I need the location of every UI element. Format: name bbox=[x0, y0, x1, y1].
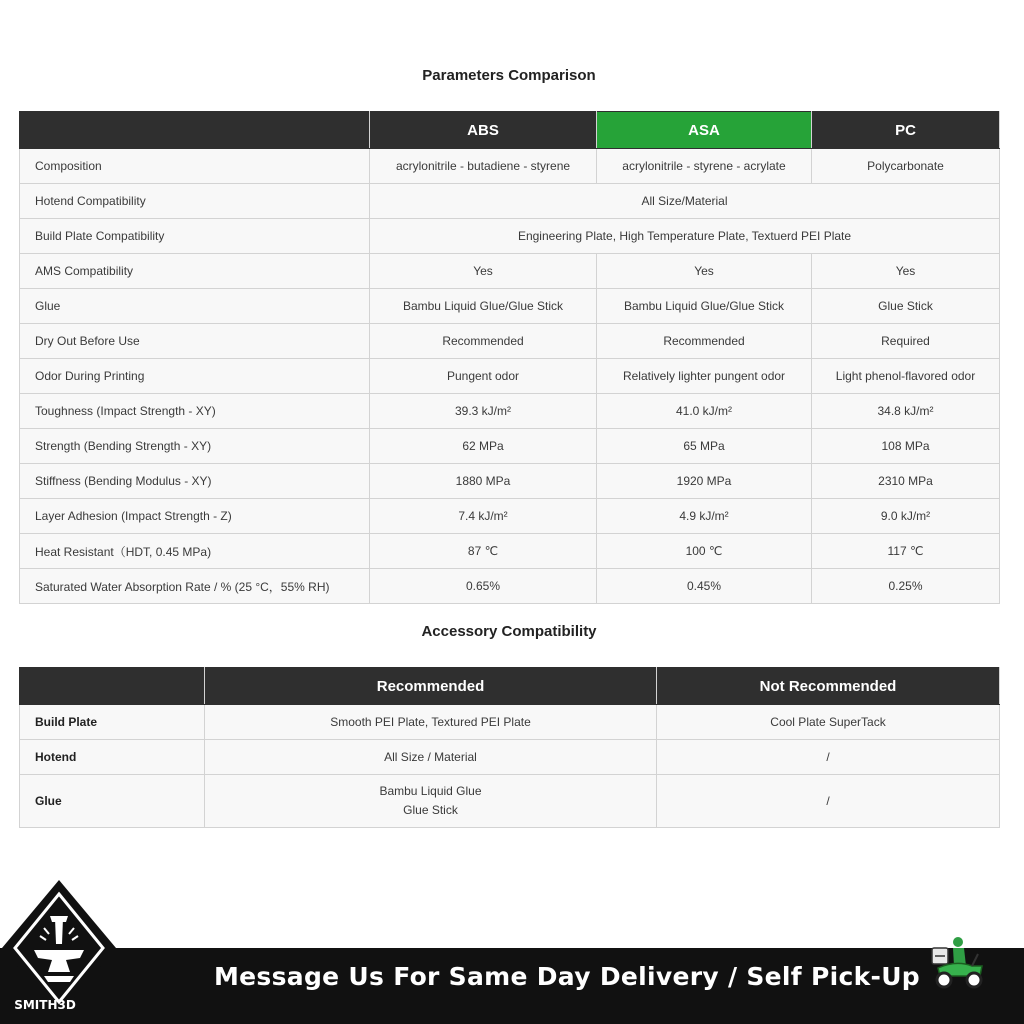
recommended-value bbox=[205, 740, 657, 775]
pc-value: Required bbox=[812, 324, 1000, 359]
row-label: Glue bbox=[20, 289, 370, 324]
header-abs: ABS bbox=[370, 112, 597, 149]
asa-value: 100 ℃ bbox=[597, 534, 812, 569]
not-recommended-value: Cool Plate SuperTack bbox=[657, 705, 1000, 740]
asa-value: Recommended bbox=[597, 324, 812, 359]
row-label: Composition bbox=[20, 149, 370, 184]
header-recommended: Recommended bbox=[205, 668, 657, 705]
parameters-header-row bbox=[20, 112, 1000, 149]
asa-value: 4.9 kJ/m² bbox=[597, 499, 812, 534]
accessory-header-blank bbox=[20, 668, 205, 705]
row-label: Build Plate bbox=[20, 705, 205, 740]
table-row bbox=[20, 464, 1000, 499]
asa-value: acrylonitrile - styrene - acrylate bbox=[597, 149, 812, 184]
pc-value: 9.0 kJ/m² bbox=[812, 499, 1000, 534]
accessory-header-row bbox=[20, 668, 1000, 705]
logo-text: SMITH3D bbox=[14, 998, 76, 1012]
abs-value: Pungent odor bbox=[370, 359, 597, 394]
abs-value: 0.65% bbox=[370, 569, 597, 604]
table-row bbox=[20, 324, 1000, 359]
asa-value: 41.0 kJ/m² bbox=[597, 394, 812, 429]
asa-value: 1920 MPa bbox=[597, 464, 812, 499]
row-label: Toughness (Impact Strength - XY) bbox=[20, 394, 370, 429]
header-not-recommended: Not Recommended bbox=[657, 668, 1000, 705]
not-recommended-value: / bbox=[657, 775, 1000, 828]
recommended-item: Glue Stick bbox=[403, 803, 458, 817]
recommended-item: All Size / Material bbox=[384, 750, 477, 764]
asa-value: Bambu Liquid Glue/Glue Stick bbox=[597, 289, 812, 324]
abs-value: 39.3 kJ/m² bbox=[370, 394, 597, 429]
asa-value: Relatively lighter pungent odor bbox=[597, 359, 812, 394]
table-row bbox=[20, 254, 1000, 289]
row-label: Saturated Water Absorption Rate / % (25 °C，55% RH) bbox=[20, 569, 370, 604]
table-row bbox=[20, 394, 1000, 429]
accessory-table bbox=[19, 667, 1000, 828]
table-row bbox=[20, 740, 1000, 775]
row-label: Hotend bbox=[20, 740, 205, 775]
table-row bbox=[20, 705, 1000, 740]
header-blank bbox=[20, 112, 370, 149]
abs-value: 87 ℃ bbox=[370, 534, 597, 569]
row-label: AMS Compatibility bbox=[20, 254, 370, 289]
pc-value: Light phenol-flavored odor bbox=[812, 359, 1000, 394]
abs-value: 62 MPa bbox=[370, 429, 597, 464]
banner-text: Message Us For Same Day Delivery / Self Pick-Up bbox=[214, 962, 920, 991]
table-row bbox=[20, 184, 1000, 219]
parameters-title: Parameters Comparison bbox=[422, 67, 596, 84]
abs-value: Yes bbox=[370, 254, 597, 289]
pc-value: 117 ℃ bbox=[812, 534, 1000, 569]
table-row bbox=[20, 359, 1000, 394]
pc-value: 108 MPa bbox=[812, 429, 1000, 464]
abs-value: 7.4 kJ/m² bbox=[370, 499, 597, 534]
abs-value: Recommended bbox=[370, 324, 597, 359]
asa-value: 0.45% bbox=[597, 569, 812, 604]
row-label: Heat Resistant（HDT, 0.45 MPa) bbox=[20, 534, 370, 569]
asa-value: Yes bbox=[597, 254, 812, 289]
pc-value: 34.8 kJ/m² bbox=[812, 394, 1000, 429]
recommended-value bbox=[205, 775, 657, 828]
table-row bbox=[20, 289, 1000, 324]
table-row bbox=[20, 149, 1000, 184]
spanning-value: Engineering Plate, High Temperature Plate, Textuerd PEI Plate bbox=[370, 219, 1000, 254]
row-label: Build Plate Compatibility bbox=[20, 219, 370, 254]
pc-value: Polycarbonate bbox=[812, 149, 1000, 184]
parameters-table bbox=[19, 111, 1000, 604]
spanning-value: All Size/Material bbox=[370, 184, 1000, 219]
table-row bbox=[20, 499, 1000, 534]
pc-value: 2310 MPa bbox=[812, 464, 1000, 499]
table-row bbox=[20, 219, 1000, 254]
pc-value: Glue Stick bbox=[812, 289, 1000, 324]
header-asa: ASA bbox=[597, 112, 812, 149]
row-label: Hotend Compatibility bbox=[20, 184, 370, 219]
recommended-item: Bambu Liquid Glue bbox=[379, 784, 482, 798]
row-label: Strength (Bending Strength - XY) bbox=[20, 429, 370, 464]
abs-value: 1880 MPa bbox=[370, 464, 597, 499]
asa-value: 65 MPa bbox=[597, 429, 812, 464]
recommended-item: Smooth PEI Plate, Textured PEI Plate bbox=[330, 715, 531, 729]
table-row bbox=[20, 569, 1000, 604]
delivery-scooter-icon bbox=[926, 930, 988, 994]
pc-value: 0.25% bbox=[812, 569, 1000, 604]
table-row bbox=[20, 775, 1000, 828]
row-label: Layer Adhesion (Impact Strength - Z) bbox=[20, 499, 370, 534]
recommended-value bbox=[205, 705, 657, 740]
table-row bbox=[20, 429, 1000, 464]
row-label: Glue bbox=[20, 775, 205, 828]
accessory-title: Accessory Compatibility bbox=[421, 623, 597, 640]
row-label: Stiffness (Bending Modulus - XY) bbox=[20, 464, 370, 499]
header-pc: PC bbox=[812, 112, 1000, 149]
not-recommended-value: / bbox=[657, 740, 1000, 775]
table-row bbox=[20, 534, 1000, 569]
row-label: Dry Out Before Use bbox=[20, 324, 370, 359]
pc-value: Yes bbox=[812, 254, 1000, 289]
abs-value: Bambu Liquid Glue/Glue Stick bbox=[370, 289, 597, 324]
row-label: Odor During Printing bbox=[20, 359, 370, 394]
abs-value: acrylonitrile - butadiene - styrene bbox=[370, 149, 597, 184]
